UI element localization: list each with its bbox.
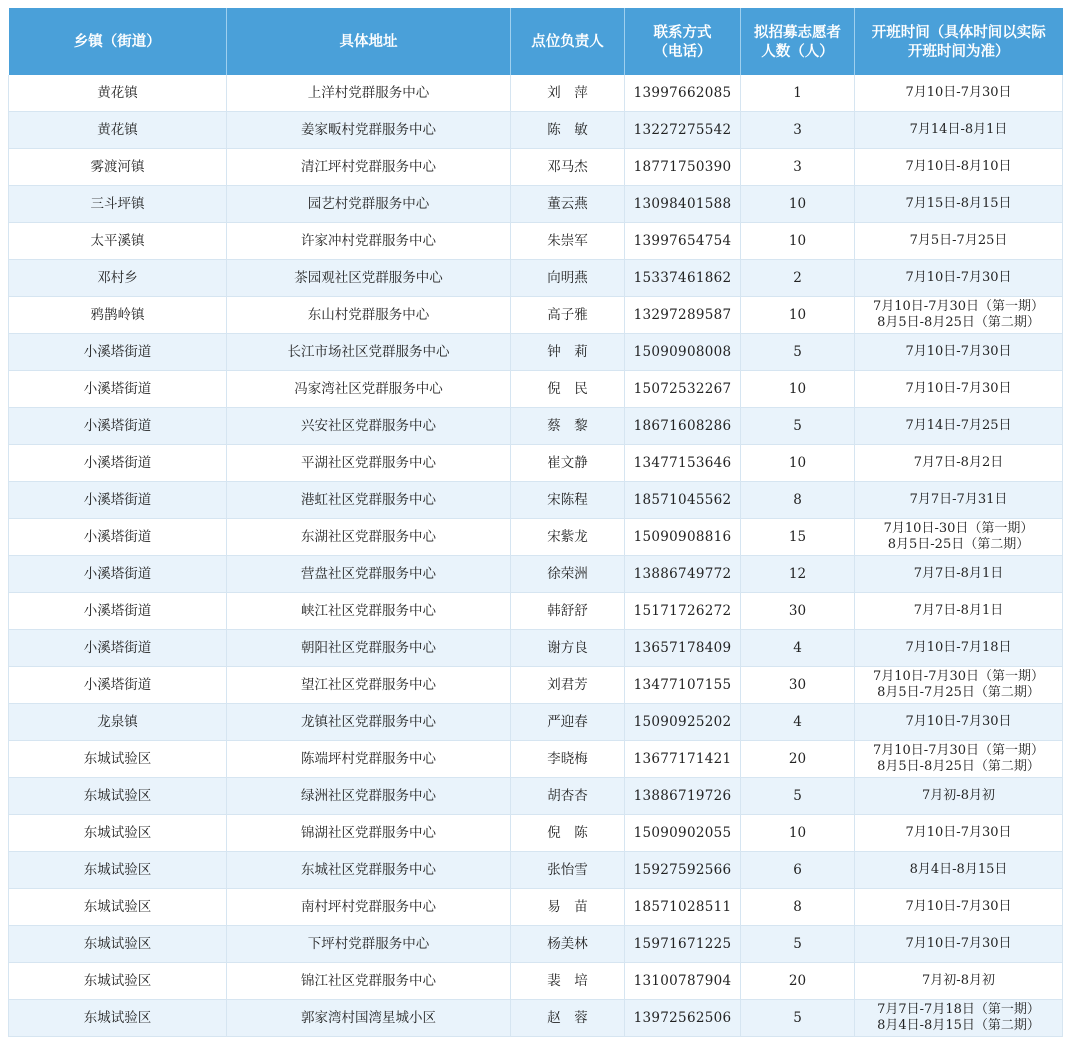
- table-row: [9, 593, 1063, 630]
- cell-address: 平湖社区党群服务中心: [227, 445, 511, 482]
- start-time-line1: 7月10日-7月30日（第一期）: [872, 743, 1045, 758]
- cell-town: 黄花镇: [9, 75, 227, 112]
- cell-town: 小溪塔街道: [9, 334, 227, 371]
- start-time-line1: 7月10日-7月30日: [905, 85, 1012, 100]
- cell-town: 东城试验区: [9, 741, 227, 778]
- start-time-line1: 7月14日-7月25日: [905, 418, 1012, 433]
- cell-town: 东城试验区: [9, 852, 227, 889]
- cell-town: 东城试验区: [9, 778, 227, 815]
- cell-address: 陈端坪村党群服务中心: [227, 741, 511, 778]
- cell-start-time: [855, 926, 1063, 963]
- cell-town: 黄花镇: [9, 112, 227, 149]
- cell-volunteer-count: 10: [741, 371, 855, 408]
- table-row: [9, 408, 1063, 445]
- cell-volunteer-count: 5: [741, 778, 855, 815]
- cell-volunteer-count: 5: [741, 1000, 855, 1037]
- cell-address: 清江坪村党群服务中心: [227, 149, 511, 186]
- start-time-line2: 8月4日-8月15日（第二期）: [877, 1018, 1040, 1033]
- cell-volunteer-count: 4: [741, 630, 855, 667]
- cell-phone: 18671608286: [625, 408, 741, 445]
- header-address: [227, 8, 511, 75]
- header-time-line2: 开班时间为准）: [908, 42, 1010, 60]
- cell-town: 小溪塔街道: [9, 630, 227, 667]
- cell-volunteer-count: 30: [741, 593, 855, 630]
- cell-address: 港虹社区党群服务中心: [227, 482, 511, 519]
- cell-address: 锦江社区党群服务中心: [227, 963, 511, 1000]
- cell-leader: 崔文静: [511, 445, 625, 482]
- cell-address: 园艺村党群服务中心: [227, 186, 511, 223]
- start-time-line1: 7月10日-7月30日: [905, 270, 1012, 285]
- start-time-line1: 7月初-8月初: [922, 788, 995, 803]
- cell-phone: 15927592566: [625, 852, 741, 889]
- start-time-line1: 7月10日-7月30日（第一期）: [872, 669, 1045, 684]
- cell-leader: 刘君芳: [511, 667, 625, 704]
- start-time-line1: 7月10日-8月10日: [905, 159, 1012, 174]
- table-row: [9, 556, 1063, 593]
- cell-volunteer-count: 12: [741, 556, 855, 593]
- start-time-line1: 7月7日-8月2日: [913, 455, 1004, 470]
- table-row: [9, 371, 1063, 408]
- cell-start-time: [855, 963, 1063, 1000]
- header-phone-line1: 联系方式: [653, 23, 712, 41]
- table-row: [9, 741, 1063, 778]
- table-row: [9, 445, 1063, 482]
- header-town: [9, 8, 227, 75]
- table-row: [9, 889, 1063, 926]
- cell-start-time: [855, 889, 1063, 926]
- cell-start-time: [855, 852, 1063, 889]
- cell-town: 小溪塔街道: [9, 519, 227, 556]
- cell-town: 东城试验区: [9, 889, 227, 926]
- cell-address: 南村坪村党群服务中心: [227, 889, 511, 926]
- table-row: [9, 704, 1063, 741]
- cell-town: 雾渡河镇: [9, 149, 227, 186]
- cell-volunteer-count: 20: [741, 741, 855, 778]
- cell-address: 龙镇社区党群服务中心: [227, 704, 511, 741]
- cell-town: 小溪塔街道: [9, 371, 227, 408]
- table-row: [9, 667, 1063, 704]
- cell-town: 东城试验区: [9, 815, 227, 852]
- cell-volunteer-count: 5: [741, 334, 855, 371]
- cell-address: 锦湖社区党群服务中心: [227, 815, 511, 852]
- cell-leader: 高子雅: [511, 297, 625, 334]
- cell-town: 三斗坪镇: [9, 186, 227, 223]
- header-row: [9, 8, 1063, 75]
- table-row: [9, 926, 1063, 963]
- cell-phone: 13972562506: [625, 1000, 741, 1037]
- table-row: [9, 1000, 1063, 1037]
- cell-leader: 裴 培: [511, 963, 625, 1000]
- cell-town: 小溪塔街道: [9, 482, 227, 519]
- cell-town: 东城试验区: [9, 1000, 227, 1037]
- start-time-line1: 7月14日-8月1日: [909, 122, 1008, 137]
- header-town-label: 乡镇（街道）: [73, 33, 161, 50]
- cell-leader: 倪 陈: [511, 815, 625, 852]
- cell-leader: 李晓梅: [511, 741, 625, 778]
- cell-volunteer-count: 30: [741, 667, 855, 704]
- header-time-line1: 开班时间（具体时间以实际: [871, 23, 1046, 41]
- start-time-line2: 8月5日-7月25日（第二期）: [877, 685, 1040, 700]
- table-row: [9, 75, 1063, 112]
- cell-town: 龙泉镇: [9, 704, 227, 741]
- cell-leader: 邓马杰: [511, 149, 625, 186]
- header-leader: [511, 8, 625, 75]
- cell-leader: 谢方良: [511, 630, 625, 667]
- cell-start-time: [855, 630, 1063, 667]
- cell-address: 姜家畈村党群服务中心: [227, 112, 511, 149]
- start-time-line1: 7月10日-7月30日: [905, 825, 1012, 840]
- cell-volunteer-count: 6: [741, 852, 855, 889]
- cell-volunteer-count: 8: [741, 482, 855, 519]
- cell-phone: 13477107155: [625, 667, 741, 704]
- cell-phone: 15090908008: [625, 334, 741, 371]
- cell-town: 鸦鹊岭镇: [9, 297, 227, 334]
- cell-start-time: [855, 815, 1063, 852]
- start-time-line1: 7月7日-7月31日: [909, 492, 1008, 507]
- header-count-line1: 拟招募志愿者: [754, 23, 841, 41]
- cell-start-time: [855, 75, 1063, 112]
- cell-start-time: [855, 334, 1063, 371]
- cell-address: 兴安社区党群服务中心: [227, 408, 511, 445]
- cell-volunteer-count: 10: [741, 223, 855, 260]
- cell-volunteer-count: 1: [741, 75, 855, 112]
- cell-start-time: [855, 186, 1063, 223]
- cell-address: 营盘社区党群服务中心: [227, 556, 511, 593]
- cell-phone: 13100787904: [625, 963, 741, 1000]
- start-time-line1: 7月10日-7月30日: [905, 936, 1012, 951]
- table-row: [9, 149, 1063, 186]
- cell-town: 邓村乡: [9, 260, 227, 297]
- cell-start-time: [855, 223, 1063, 260]
- table-row: [9, 630, 1063, 667]
- cell-leader: 韩舒舒: [511, 593, 625, 630]
- cell-leader: 向明燕: [511, 260, 625, 297]
- cell-address: 郭家湾村国湾星城小区: [227, 1000, 511, 1037]
- cell-leader: 刘 萍: [511, 75, 625, 112]
- start-time-line1: 7月10日-30日（第一期）: [883, 521, 1034, 536]
- start-time-line1: 7月10日-7月30日: [905, 899, 1012, 914]
- cell-volunteer-count: 3: [741, 149, 855, 186]
- start-time-line1: 7月10日-7月30日: [905, 714, 1012, 729]
- start-time-line1: 7月7日-8月1日: [913, 566, 1004, 581]
- cell-phone: 15090925202: [625, 704, 741, 741]
- header-count-line2: 人数（人）: [761, 42, 834, 60]
- cell-start-time: [855, 149, 1063, 186]
- table-row: [9, 778, 1063, 815]
- table-body: [9, 75, 1063, 1037]
- start-time-line1: 7月15日-8月15日: [905, 196, 1012, 211]
- cell-phone: 15171726272: [625, 593, 741, 630]
- cell-leader: 钟 莉: [511, 334, 625, 371]
- cell-phone: 18571028511: [625, 889, 741, 926]
- cell-phone: 13657178409: [625, 630, 741, 667]
- table-row: [9, 186, 1063, 223]
- cell-phone: 18771750390: [625, 149, 741, 186]
- cell-volunteer-count: 2: [741, 260, 855, 297]
- table-row: [9, 112, 1063, 149]
- cell-leader: 胡杏杏: [511, 778, 625, 815]
- cell-phone: 13098401588: [625, 186, 741, 223]
- cell-volunteer-count: 4: [741, 704, 855, 741]
- cell-address: 东城社区党群服务中心: [227, 852, 511, 889]
- cell-start-time: [855, 112, 1063, 149]
- cell-phone: 13477153646: [625, 445, 741, 482]
- table-row: [9, 963, 1063, 1000]
- table-row: [9, 815, 1063, 852]
- cell-address: 东山村党群服务中心: [227, 297, 511, 334]
- cell-leader: 赵 蓉: [511, 1000, 625, 1037]
- table-row: [9, 260, 1063, 297]
- cell-phone: 15072532267: [625, 371, 741, 408]
- cell-phone: 18571045562: [625, 482, 741, 519]
- start-time-line1: 7月10日-7月30日: [905, 344, 1012, 359]
- cell-start-time: [855, 297, 1063, 334]
- cell-volunteer-count: 10: [741, 445, 855, 482]
- start-time-line1: 8月4日-8月15日: [909, 862, 1008, 877]
- volunteer-table-container: [8, 8, 1062, 1037]
- cell-phone: 13997654754: [625, 223, 741, 260]
- cell-leader: 陈 敏: [511, 112, 625, 149]
- start-time-line1: 7月10日-7月30日: [905, 381, 1012, 396]
- cell-phone: 13297289587: [625, 297, 741, 334]
- cell-volunteer-count: 5: [741, 926, 855, 963]
- cell-town: 东城试验区: [9, 963, 227, 1000]
- table-row: [9, 334, 1063, 371]
- header-phone-line2: （电话）: [653, 42, 712, 60]
- cell-address: 望江社区党群服务中心: [227, 667, 511, 704]
- cell-start-time: [855, 556, 1063, 593]
- start-time-line2: 8月5日-25日（第二期）: [887, 537, 1030, 552]
- cell-address: 许家冲村党群服务中心: [227, 223, 511, 260]
- cell-volunteer-count: 10: [741, 815, 855, 852]
- cell-address: 峡江社区党群服务中心: [227, 593, 511, 630]
- header-time: [855, 8, 1063, 75]
- table-row: [9, 297, 1063, 334]
- cell-start-time: [855, 704, 1063, 741]
- cell-start-time: [855, 741, 1063, 778]
- cell-phone: 13886719726: [625, 778, 741, 815]
- table-header: [9, 8, 1063, 75]
- cell-start-time: [855, 260, 1063, 297]
- table-row: [9, 482, 1063, 519]
- cell-start-time: [855, 482, 1063, 519]
- cell-address: 朝阳社区党群服务中心: [227, 630, 511, 667]
- cell-leader: 易 苗: [511, 889, 625, 926]
- header-phone: [625, 8, 741, 75]
- cell-volunteer-count: 3: [741, 112, 855, 149]
- cell-phone: 13227275542: [625, 112, 741, 149]
- cell-volunteer-count: 10: [741, 186, 855, 223]
- start-time-line2: 8月5日-8月25日（第二期）: [877, 315, 1040, 330]
- cell-volunteer-count: 20: [741, 963, 855, 1000]
- cell-town: 小溪塔街道: [9, 667, 227, 704]
- cell-start-time: [855, 371, 1063, 408]
- cell-town: 小溪塔街道: [9, 445, 227, 482]
- cell-leader: 蔡 黎: [511, 408, 625, 445]
- cell-phone: 15090902055: [625, 815, 741, 852]
- cell-address: 下坪村党群服务中心: [227, 926, 511, 963]
- start-time-line1: 7月10日-7月30日（第一期）: [872, 299, 1045, 314]
- cell-phone: 15971671225: [625, 926, 741, 963]
- cell-phone: 15090908816: [625, 519, 741, 556]
- cell-volunteer-count: 15: [741, 519, 855, 556]
- cell-leader: 宋紫龙: [511, 519, 625, 556]
- cell-phone: 13677171421: [625, 741, 741, 778]
- cell-phone: 13997662085: [625, 75, 741, 112]
- header-count: [741, 8, 855, 75]
- cell-phone: 15337461862: [625, 260, 741, 297]
- cell-start-time: [855, 1000, 1063, 1037]
- cell-leader: 严迎春: [511, 704, 625, 741]
- cell-address: 绿洲社区党群服务中心: [227, 778, 511, 815]
- cell-volunteer-count: 10: [741, 297, 855, 334]
- start-time-line1: 7月7日-8月1日: [913, 603, 1004, 618]
- volunteer-sites-table: [8, 8, 1063, 1037]
- table-row: [9, 519, 1063, 556]
- cell-town: 小溪塔街道: [9, 593, 227, 630]
- start-time-line2: 8月5日-8月25日（第二期）: [877, 759, 1040, 774]
- cell-start-time: [855, 408, 1063, 445]
- cell-start-time: [855, 445, 1063, 482]
- cell-town: 小溪塔街道: [9, 408, 227, 445]
- table-row: [9, 852, 1063, 889]
- cell-leader: 倪 民: [511, 371, 625, 408]
- cell-leader: 朱崇军: [511, 223, 625, 260]
- start-time-line1: 7月7日-7月18日（第一期）: [877, 1002, 1040, 1017]
- cell-volunteer-count: 8: [741, 889, 855, 926]
- table-row: [9, 223, 1063, 260]
- cell-start-time: [855, 778, 1063, 815]
- cell-address: 冯家湾社区党群服务中心: [227, 371, 511, 408]
- cell-start-time: [855, 519, 1063, 556]
- cell-address: 东湖社区党群服务中心: [227, 519, 511, 556]
- start-time-line1: 7月初-8月初: [922, 973, 995, 988]
- cell-address: 长江市场社区党群服务中心: [227, 334, 511, 371]
- cell-start-time: [855, 593, 1063, 630]
- cell-leader: 杨美林: [511, 926, 625, 963]
- cell-leader: 张怡雪: [511, 852, 625, 889]
- cell-phone: 13886749772: [625, 556, 741, 593]
- start-time-line1: 7月10日-7月18日: [905, 640, 1012, 655]
- cell-town: 小溪塔街道: [9, 556, 227, 593]
- cell-address: 上洋村党群服务中心: [227, 75, 511, 112]
- cell-leader: 董云燕: [511, 186, 625, 223]
- cell-start-time: [855, 667, 1063, 704]
- cell-town: 太平溪镇: [9, 223, 227, 260]
- cell-address: 茶园观社区党群服务中心: [227, 260, 511, 297]
- header-leader-label: 点位负责人: [531, 33, 604, 50]
- cell-leader: 宋陈程: [511, 482, 625, 519]
- start-time-line1: 7月5日-7月25日: [909, 233, 1008, 248]
- cell-volunteer-count: 5: [741, 408, 855, 445]
- cell-town: 东城试验区: [9, 926, 227, 963]
- header-address-label: 具体地址: [339, 33, 398, 50]
- cell-leader: 徐荣洲: [511, 556, 625, 593]
